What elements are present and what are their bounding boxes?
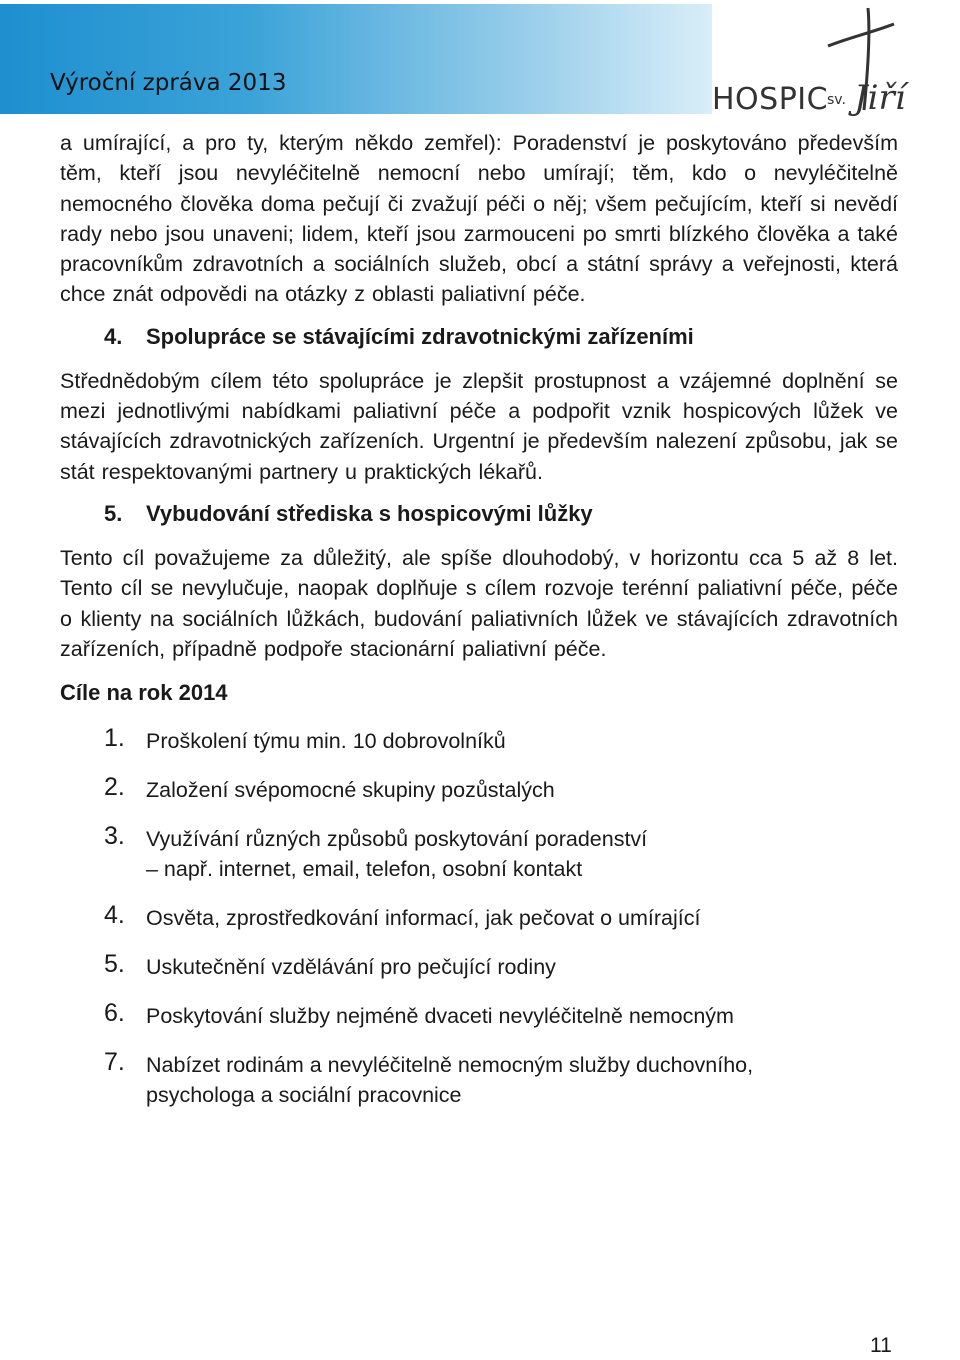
logo-name: Jiří [854,78,906,118]
list-item-number: 7. [104,1048,125,1077]
goals-title: Cíle na rok 2014 [60,680,228,706]
list-item [60,726,898,756]
section-5-number: 5. [104,500,123,526]
section-5-title: Vybudování střediska s hospicovými lůžky [146,500,593,526]
list-item [60,775,898,805]
section-4-heading [60,324,898,350]
list-item-number: 5. [104,950,125,979]
list-item-text: Poskytování služby nejméně dvaceti nevyléčitelně nemocným [146,1004,734,1029]
report-title: Výroční zpráva 2013 [50,70,287,96]
list-item-text-continued: – např. internet, email, telefon, osobní kontakt [146,857,583,882]
section-4-title: Spolupráce se stávajícími zdravotnickými zařízeními [146,323,694,349]
list-item [60,1050,898,1110]
section-5-text: Tento cíl považujeme za důležitý, ale spíše dlouhodobý, v horizontu cca 5 až 8 let. Tento cíl se nevylučuje, naopak doplňuje s cílem rozvoje terénní paliativní péče, péče o klienty na sociálních lůžkách, budování paliativních lůžek ve stávajících zdravotních zařízeních, případně podpoře stacionární paliativní péče. [60,545,898,661]
list-item-text: Proškolení týmu min. 10 dobrovolníků [146,729,506,754]
page-header [0,0,960,116]
logo-word: HOSPIC [712,82,829,117]
section-4-text: Střednědobým cílem této spolupráce je zlepšit prostupnost a vzájemné doplnění se mezi jednotlivými nabídkami paliativní péče a podpořit vznik hospicových lůžek ve stávajících zdravotnických zařízeních. Urgentní je především nalezení způsobu, jak se stát respektovanými partnery u praktických lékařů. [60,368,898,484]
list-item-number: 3. [104,822,125,851]
section-5-heading [60,501,898,527]
hospic-logo [708,0,960,116]
list-item [60,952,898,982]
list-item [60,824,898,884]
list-item-number: 4. [104,901,125,930]
list-item-text: Uskutečnění vzdělávání pro pečující rodiny [146,955,556,980]
goals-list [60,726,898,1110]
list-item-text-continued: psychologa a sociální pracovnice [146,1083,462,1108]
list-item-number: 2. [104,773,125,802]
page-content [60,128,898,1110]
list-item-text: Osvěta, zprostředkování informací, jak pečovat o umírající [146,906,701,931]
page-number: 11 [870,1334,892,1357]
list-item-text: Nabízet rodinám a nevyléčitelně nemocným služby duchovního, [146,1053,754,1078]
list-item-text: Založení svépomocné skupiny pozůstalých [146,778,555,803]
section-4-number: 4. [104,323,123,349]
intro-paragraph: a umírající, a pro ty, kterým někdo zemřel): Poradenství je poskytováno především těm, kteří jsou nevyléčitelně nemocní nebo umírají; těm, kdo o nevyléčitelně nemocného člověka doma pečují či zvažují péči o něj; všem pečujícím, kteří si nevědí rady nebo jsou unaveni; lidem, kteří jsou zarmouceni po smrti blízkého člověka a také pracovníkům zdravotních a sociálních služeb, obcí a státní správy a veřejnosti, která chce znát odpovědi na otázky z oblasti paliativní péče. [60,131,898,307]
list-item-number: 1. [104,724,125,753]
header-band [0,4,712,114]
list-item [60,1001,898,1031]
list-item-number: 6. [104,999,125,1028]
list-item-text: Využívání různých způsobů poskytování poradenství [146,827,648,852]
logo-sv: sv. [827,92,846,108]
list-item [60,903,898,933]
